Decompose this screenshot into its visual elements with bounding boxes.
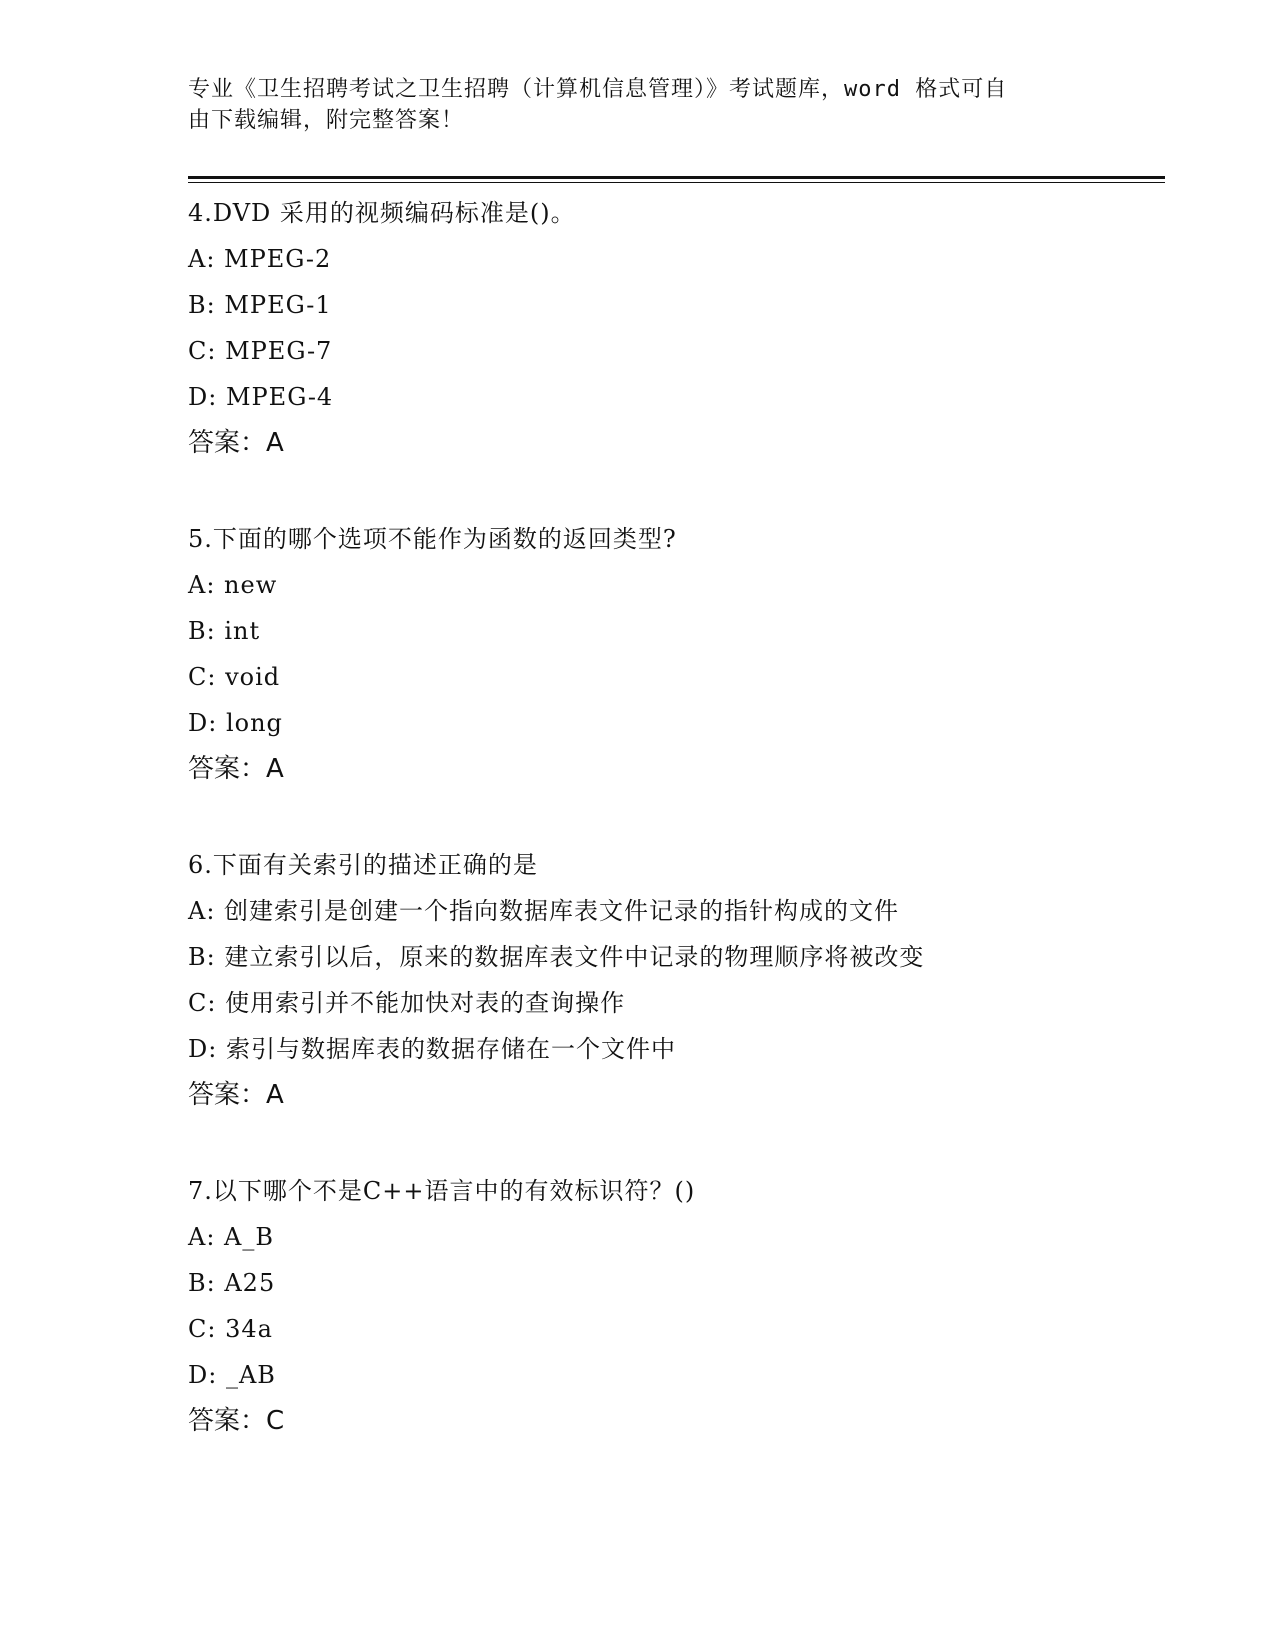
option-b: B: 建立索引以后，原来的数据库表文件中记录的物理顺序将被改变 [188, 943, 925, 971]
question-title: 7.以下哪个不是C++语言中的有效标识符？() [188, 1177, 696, 1205]
answer-line: 答案：A [188, 1080, 284, 1110]
question-title: 4.DVD 采用的视频编码标准是()。 [188, 199, 576, 227]
question-list [188, 190, 1168, 1494]
option-c: C: 使用索引并不能加快对表的查询操作 [188, 989, 626, 1017]
header-line-1: 专业《卫生招聘考试之卫生招聘（计算机信息管理）》考试题库，word 格式可自 [188, 77, 1008, 102]
header-line-2: 由下载编辑，附完整答案！ [188, 108, 465, 133]
option-a: A: A_B [188, 1223, 275, 1251]
answer-line: 答案：C [188, 1406, 285, 1436]
option-c: C: void [188, 663, 281, 691]
option-b: B: int [188, 617, 261, 645]
option-c: C: MPEG-7 [188, 337, 333, 365]
option-d: D: MPEG-4 [188, 383, 334, 411]
option-a: A: 创建索引是创建一个指向数据库表文件记录的指针构成的文件 [188, 897, 900, 925]
option-d: D: long [188, 709, 283, 737]
question-title: 5.下面的哪个选项不能作为函数的返回类型? [188, 525, 677, 553]
question-title: 6.下面有关索引的描述正确的是 [188, 851, 538, 879]
answer-line: 答案：A [188, 754, 284, 784]
option-a: A: new [188, 571, 278, 599]
option-d: D: 索引与数据库表的数据存储在一个文件中 [188, 1035, 676, 1063]
header-divider-thin [188, 182, 1165, 183]
option-c: C: 34a [188, 1315, 273, 1343]
question-4 [188, 190, 1168, 466]
answer-line: 答案：A [188, 428, 284, 458]
question-7 [188, 1168, 1168, 1444]
option-a: A: MPEG-2 [188, 245, 332, 273]
option-d: D: _AB [188, 1361, 276, 1389]
document-header [188, 74, 1068, 136]
header-divider-thick [188, 176, 1165, 179]
option-b: B: A25 [188, 1269, 276, 1297]
question-6 [188, 842, 1168, 1118]
option-b: B: MPEG-1 [188, 291, 332, 319]
question-5 [188, 516, 1168, 792]
